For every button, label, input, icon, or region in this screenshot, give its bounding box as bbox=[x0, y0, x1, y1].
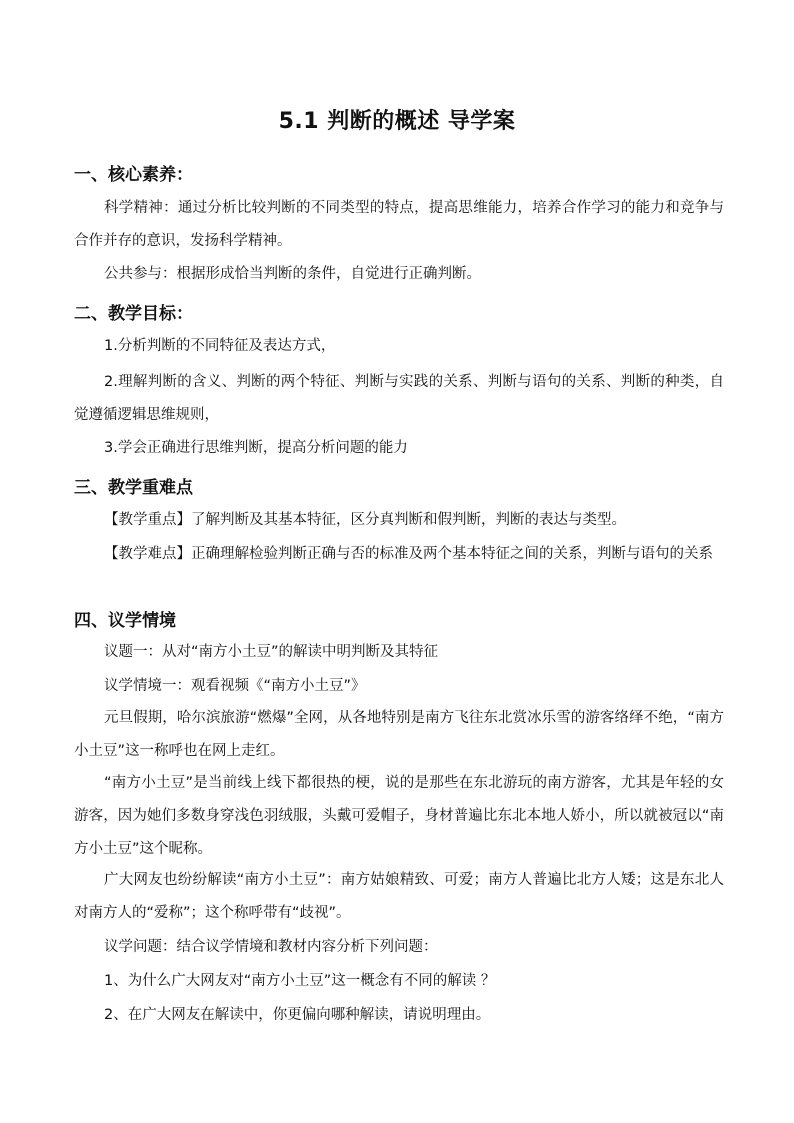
paragraph-question-1: 1、为什么广大网友对“南方小土豆”这一概念有不同的解读 ？ bbox=[104, 973, 496, 989]
section-heading-teaching-goals: 二、教学目标： bbox=[74, 304, 193, 324]
paragraph-topic-one: 议题一：从对“南方小土豆”的解读中明判断及其特征 bbox=[104, 644, 439, 660]
section-heading-learning-scenario: 四、议学情境 bbox=[74, 611, 176, 631]
document-title: 5.1 判断的概述 导学案 bbox=[278, 109, 516, 134]
paragraph-goal-3: 3.学会正确进行思维判断，提高分析问题的能力 bbox=[104, 440, 408, 456]
section-heading-key-points: 三、教学重难点 bbox=[74, 478, 193, 498]
paragraph-goal-1: 1.分析判断的不同特征及表达方式， bbox=[104, 338, 336, 354]
paragraph-scenario-one: 议学情境一：观看视频《“南方小土豆”》 bbox=[104, 678, 366, 694]
paragraph-question-2: 2、在广大网友在解读中，你更偏向哪种解读，请说明理由。 bbox=[104, 1007, 491, 1023]
paragraph-goal-2: 2.理解判断的含义、判断的两个特征、判断与实践的关系、判断与语句的关系、判断的种类，自觉遵循逻辑思维规则， bbox=[74, 374, 724, 423]
section-heading-core-literacy: 一、核心素养： bbox=[74, 165, 193, 185]
paragraph-southern-potato-meaning: “南方小土豆”是当前线上线下都很热的梗，说的是那些在东北游玩的南方游客，尤其是年轻的女游客，因为她们多数身穿浅色羽绒服，头戴可爱帽子，身材普遍比东北本地人娇小，所以就被冠以“南方小土豆”这个昵称。 bbox=[74, 775, 724, 857]
paragraph-key-point: 【教学重点】了解判断及其基本特征，区分真判断和假判断，判断的表达与类型。 bbox=[104, 512, 626, 528]
paragraph-public-participation: 公共参与：根据形成恰当判断的条件，自觉进行正确判断。 bbox=[104, 266, 481, 282]
paragraph-netizen-interpretations: 广大网友也纷纷解读“南方小土豆”：南方姑娘精致、可爱；南方人普遍比北方人矮；这是东北人对南方人的“爱称”；这个称呼带有“歧视”。 bbox=[74, 872, 724, 921]
paragraph-harbin-tourism: 元旦假期，哈尔滨旅游“燃爆”全网，从各地特别是南方飞往东北赏冰乐雪的游客络绎不绝，“南方小土豆”这一称呼也在网上走红。 bbox=[74, 710, 724, 759]
paragraph-scientific-spirit: 科学精神：通过分析比较判断的不同类型的特点，提高思维能力，培养合作学习的能力和竞争与合作并存的意识，发扬科学精神。 bbox=[74, 200, 724, 249]
paragraph-discussion-prompt: 议学问题：结合议学情境和教材内容分析下列问题： bbox=[104, 939, 438, 955]
paragraph-difficult-point: 【教学难点】正确理解检验判断正确与否的标准及两个基本特征之间的关系，判断与语句的关系 bbox=[104, 546, 713, 562]
